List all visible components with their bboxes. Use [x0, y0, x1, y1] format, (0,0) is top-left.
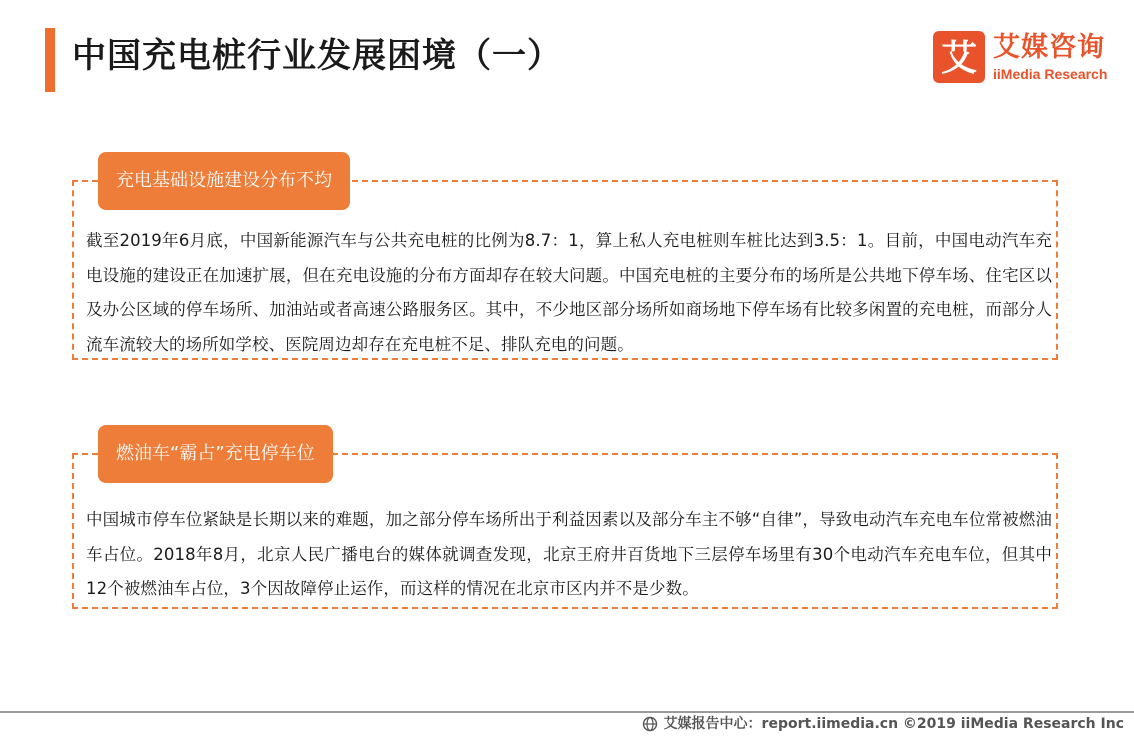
logo-en-text: iiMedia Research — [993, 66, 1108, 82]
logo-cn-text: 艾媒咨询 — [993, 32, 1105, 63]
section-body: 截至2019年6月底，中国新能源汽车与公共充电桩的比例为8.7：1，算上私人充电桩则车桩比达到3.5：1。目前，中国电动汽车充电设施的建设正在加速扩展，但在充电设施的分布方面却存在较大问题。中国充电桩的主要分布的场所是公共地下停车场、住宅区以及办公区域的停车场所、加油站或者高速公路服务区。其中，不少地区部分场所如商场地下停车场有比较多闲置的充电桩，而部分人流车流较大的场所如学校、医院周边却存在充电桩不足、排队充电的问题。 — [86, 231, 1052, 354]
section-tag: 充电基础设施建设分布不均 — [98, 152, 350, 210]
section-tag: 燃油车“霸占”充电停车位 — [98, 425, 333, 483]
title-accent-bar — [45, 28, 55, 92]
footer-text: 艾媒报告中心：report.iimedia.cn ©2019 iiMedia Research Inc — [663, 716, 1124, 732]
iimedia-logo — [933, 31, 1113, 87]
section-body: 中国城市停车位紧缺是长期以来的难题，加之部分停车场所出于利益因素以及部分车主不够“自律”，导致电动汽车充电车位常被燃油车占位。2018年8月，北京人民广播电台的媒体就调查发现，北京王府井百货地下三层停车场里有30个电动汽车充电车位，但其中12个被燃油车占位，3个因故障停止运作，而这样的情况在北京市区内并不是少数。 — [86, 510, 1052, 598]
page-title: 中国充电桩行业发展困境（一） — [72, 36, 562, 76]
section-parking-occupation — [72, 443, 1058, 609]
globe-icon — [642, 716, 658, 732]
logo-mark-icon — [933, 31, 985, 83]
logo-mark-glyph: 艾 — [940, 38, 978, 79]
section-infrastructure — [72, 170, 1058, 360]
footer — [642, 713, 1124, 735]
